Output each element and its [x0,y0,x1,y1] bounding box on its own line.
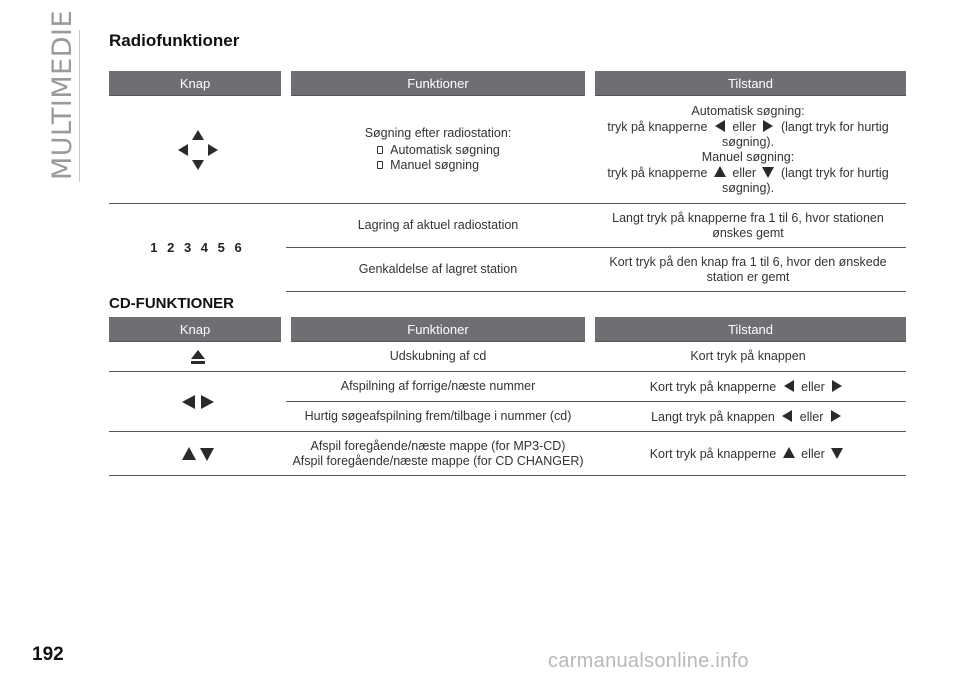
recall-station-state: Kort tryk på den knap fra 1 til 6, hvor den ønskede station er gemt [590,248,906,292]
list-item: Automatisk søgning [376,143,500,158]
track-skip-state: Kort tryk på knapperne eller [590,372,906,402]
side-section-title: MULTIMEDIE [47,9,78,180]
table-row [109,432,906,476]
eject-icon [109,342,286,372]
header-funktioner: Funktioner [286,71,590,96]
header-tilstand: Tilstand [590,71,906,96]
down-arrow-icon [761,165,775,179]
fast-search-state: Langt tryk på knappen eller [590,402,906,432]
side-divider [79,30,80,182]
watermark: carmanualsonline.info [548,650,749,672]
right-arrow-icon [829,409,843,423]
four-direction-arrows-icon [109,96,286,204]
table-header-row [109,317,906,342]
track-skip-function: Afspilning af forrige/næste nummer [286,372,590,402]
folder-skip-state: Kort tryk på knapperne eller [590,432,906,476]
up-arrow-icon [782,446,796,460]
header-knap: Knap [109,71,286,96]
left-arrow-icon [780,409,794,423]
cd-section-title: CD-FUNKTIONER [109,295,234,312]
right-arrow-icon [830,379,844,393]
left-arrow-icon [782,379,796,393]
header-knap: Knap [109,317,286,342]
up-arrow-icon [713,165,727,179]
eject-state: Kort tryk på knappen [590,342,906,372]
table-row [109,342,906,372]
page-number: 192 [32,644,64,665]
header-tilstand: Tilstand [590,317,906,342]
search-mode-list [376,143,500,173]
store-station-state: Langt tryk på knapperne fra 1 til 6, hvor stationen ønskes gemt [590,204,906,248]
table-row [109,96,906,204]
cd-functions-table [109,317,906,476]
table-row [109,204,906,248]
left-arrow-icon [713,119,727,133]
up-down-arrows-icon [109,432,286,476]
preset-buttons-label: 1 2 3 4 5 6 [109,204,286,292]
table-header-row [109,71,906,96]
fast-search-function: Hurtig søgeafspilning frem/tilbage i nummer (cd) [286,402,590,432]
table-row [109,372,906,402]
radio-functions-table [109,71,906,292]
radio-section-title: Radiofunktioner [109,31,240,50]
list-item: Manuel søgning [376,158,500,173]
radio-search-function: Søgning efter radiostation: Automatisk søgning Manuel søgning [286,96,590,204]
right-arrow-icon [761,119,775,133]
eject-function: Udskubning af cd [286,342,590,372]
left-right-arrows-icon [109,372,286,432]
down-arrow-icon [830,446,844,460]
header-funktioner: Funktioner [286,317,590,342]
radio-search-state: Automatisk søgning: tryk på knapperne eller (langt tryk for hurtig søgning). Manuel søgning: tryk på knapperne eller (langt tryk for hurtig søgning). [590,96,906,204]
folder-skip-function: Afspil foregående/næste mappe (for MP3-CD) Afspil foregående/næste mappe (for CD CHANGER) [286,432,590,476]
store-station-function: Lagring af aktuel radiostation [286,204,590,248]
recall-station-function: Genkaldelse af lagret station [286,248,590,292]
